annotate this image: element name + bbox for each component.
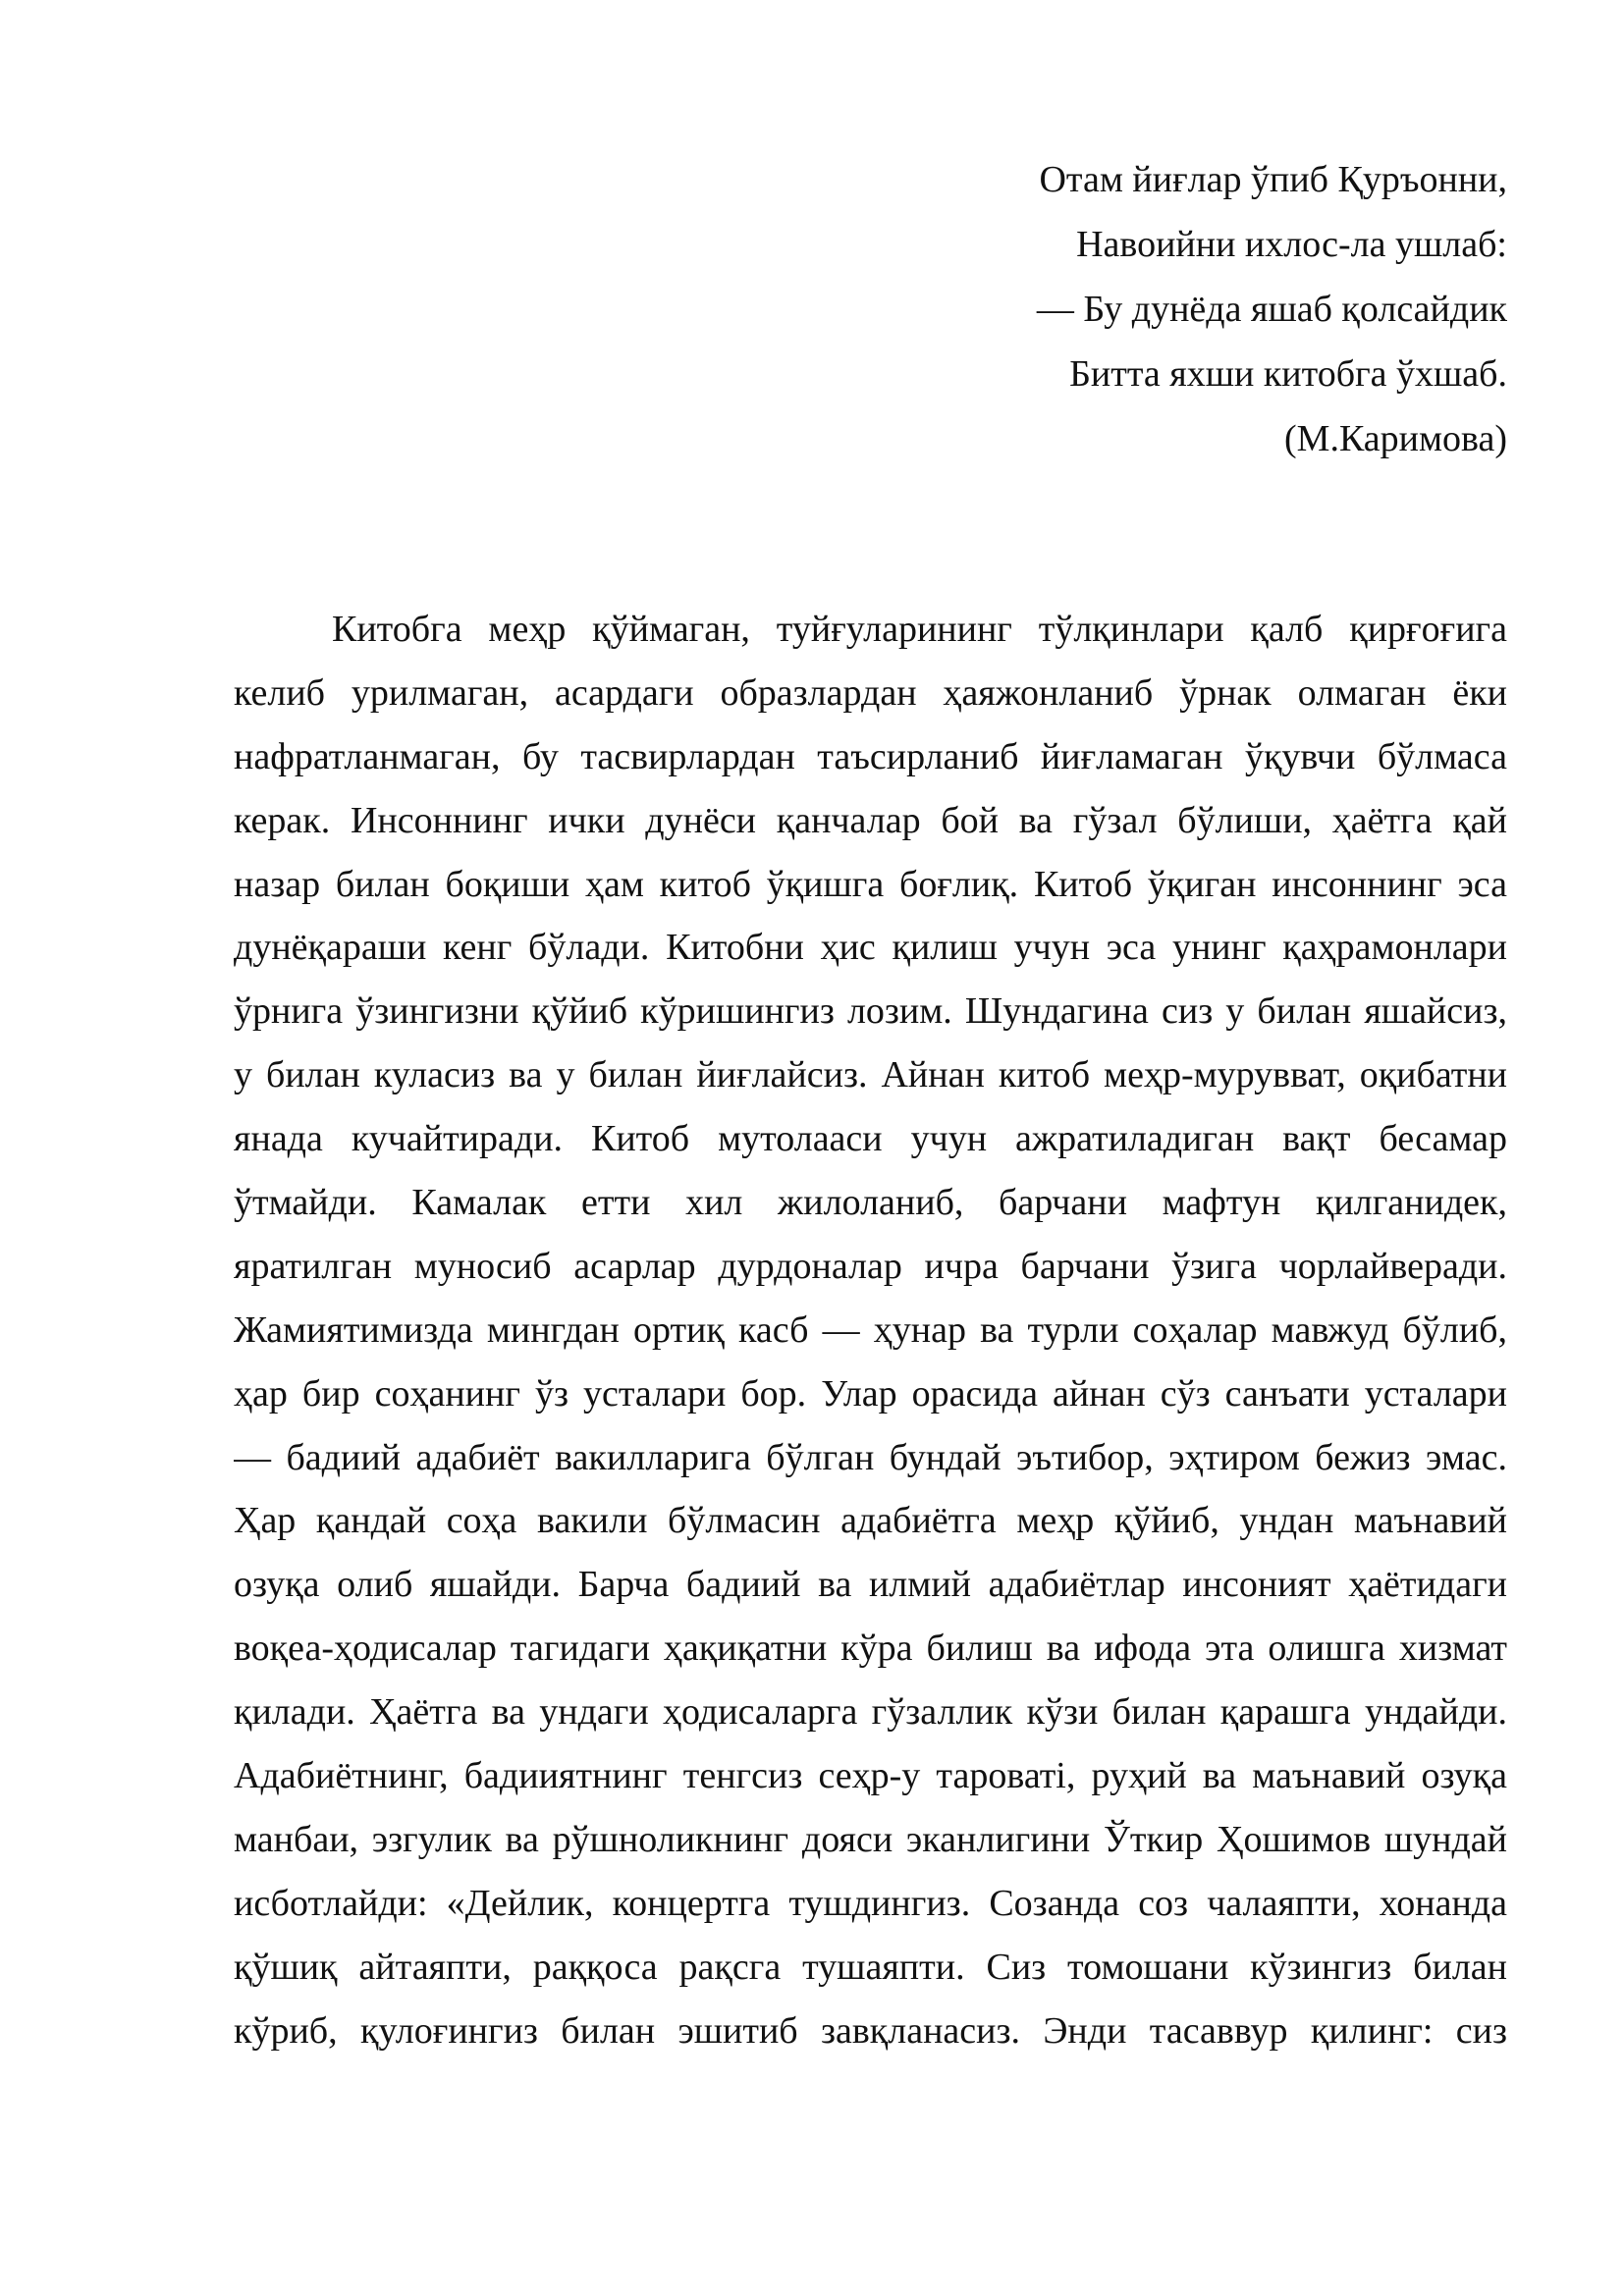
- paragraph-line: қўшиқ айтаяпти, раққоса рақсга тушаяпти. Сиз томошани кўзингиз билан: [234, 1946, 1507, 1988]
- body-paragraph: [234, 598, 1507, 2062]
- paragraph-line: янада кучайтиради. Китоб мутолааси учун ажратиладиган вақт бесамар: [234, 1118, 1507, 1160]
- paragraph-line: яратилган муносиб асарлар дурдоналар ичра барчани ўзига чорлайверади.: [234, 1245, 1507, 1287]
- epigraph-line: Битта яхши китобга ўхшаб.: [1069, 353, 1507, 395]
- paragraph-line: нафратланмаган, бу тасвирлардан таъсирланиб йиғламаган ўқувчи бўлмаса: [234, 735, 1507, 777]
- epigraph-line: Навоийни ихлос-ла ушлаб:: [1076, 224, 1507, 265]
- epigraph: [820, 147, 1507, 471]
- paragraph-line: келиб урилмаган, асардаги образлардан ҳаяжонланиб ўрнак олмаган ёки: [234, 671, 1507, 714]
- paragraph-line: Ҳар қандай соҳа вакили бўлмасин адабиётга меҳр қўйиб, ундан маънавий: [234, 1500, 1507, 1542]
- paragraph-line: манбаи, эзгулик ва рўшноликнинг дояси эканлигини Ўткир Ҳошимов шундай: [234, 1818, 1507, 1860]
- paragraph-line: ўтмайди. Камалак етти хил жилоланиб, барчани мафтун қилганидек,: [234, 1182, 1507, 1224]
- paragraph-line: ўрнига ўзингизни қўйиб кўришингиз лозим. Шундагина сиз у билан яшайсиз,: [234, 990, 1507, 1033]
- paragraph-line: Китобга меҳр қўймаган, туйғуларининг тўлқинлари қалб қирғоғига: [332, 609, 1507, 650]
- paragraph-line: керак. Инсоннинг ички дунёси қанчалар бой ва гўзал бўлиши, ҳаётга қай: [234, 799, 1507, 841]
- paragraph-line: — бадиий адабиёт вакилларига бўлган бундай эътибор, эҳтиром бежиз эмас.: [234, 1436, 1507, 1478]
- epigraph-line: Отам йиғлар ўпиб Қуръонни,: [1039, 159, 1507, 200]
- paragraph-line: Жамиятимизда мингдан ортиқ касб — ҳунар ва турли соҳалар мавжуд бўлиб,: [234, 1308, 1507, 1351]
- paragraph-line: кўриб, қулоғингиз билан эшитиб завқланасиз. Энди тасаввур қилинг: сиз: [234, 2009, 1507, 2052]
- paragraph-line: ҳар бир соҳанинг ўз усталари бор. Улар орасида айнан сўз санъати усталари: [234, 1372, 1507, 1415]
- paragraph-line: у билан куласиз ва у билан йиғлайсиз. Айнан китоб меҳр-мурувват, оқибатни: [234, 1054, 1507, 1096]
- paragraph-line: озуқа олиб яшайди. Барча бадиий ва илмий адабиётлар инсоният ҳаётидаги: [234, 1564, 1507, 1606]
- paragraph-line: дунёқараши кенг бўлади. Китобни ҳис қилиш учун эса унинг қаҳрамонлари: [234, 927, 1507, 969]
- paragraph-line: қилади. Ҳаётга ва ундаги ҳодисаларга гўзаллик кўзи билан қарашга ундайди.: [234, 1691, 1507, 1734]
- epigraph-line: — Бу дунёда яшаб қолсайдик: [1036, 289, 1507, 330]
- paragraph-line: назар билан боқиши ҳам китоб ўқишга боғлиқ. Китоб ўқиган инсоннинг эса: [234, 863, 1507, 905]
- paragraph-line: Адабиётнинг, бадииятнинг тенгсиз сеҳр-у тароватi, руҳий ва маънавий озуқа: [234, 1755, 1507, 1797]
- paragraph-line: воқеа-ҳодисалар тагидаги ҳақиқатни кўра билиш ва ифода эта олишга хизмат: [234, 1628, 1507, 1670]
- paragraph-line: исботлайди: «Дейлик, концертга тушдингиз. Созанда соз чалаяпти, хонанда: [234, 1882, 1507, 1924]
- epigraph-author: (М.Каримова): [1284, 418, 1507, 459]
